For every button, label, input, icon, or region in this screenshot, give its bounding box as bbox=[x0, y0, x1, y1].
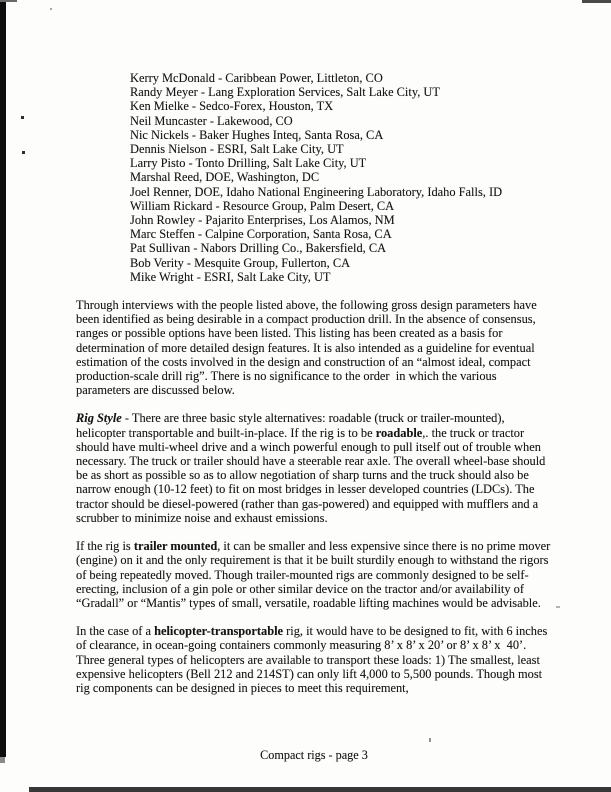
scan-artifact-speck bbox=[556, 606, 560, 608]
attendee-line: Neil Muncaster - Lakewood, CO bbox=[130, 113, 293, 128]
attendee-line: Ken Mielke - Sedco-Forex, Houston, TX bbox=[130, 99, 334, 114]
roadable-bold-term: roadable bbox=[375, 425, 423, 440]
trailer-mounted-paragraph bbox=[76, 539, 552, 610]
scan-artifact-speck bbox=[50, 8, 52, 10]
scan-artifact-bottom-edge-bar bbox=[29, 787, 611, 792]
helicopter-text-1: In the case of a bbox=[76, 624, 155, 639]
rig-style-paragraph bbox=[76, 411, 552, 525]
helicopter-paragraph bbox=[76, 624, 552, 695]
page-footer: Compact rigs - page 3 bbox=[260, 748, 368, 762]
scan-artifact-speck bbox=[21, 116, 24, 119]
attendee-line: Pat Sullivan - Nabors Drilling Co., Bakersfield, CA bbox=[130, 241, 387, 256]
scan-artifact-left-edge-fade bbox=[0, 757, 5, 763]
attendee-line: John Rowley - Pajarito Enterprises, Los Alamos, NM bbox=[130, 213, 395, 228]
attendee-line: Mike Wright - ESRI, Salt Lake City, UT bbox=[130, 269, 331, 284]
scan-artifact-top-left-mark bbox=[0, 0, 17, 2]
attendee-line: Joel Renner, DOE, Idaho National Engineering Laboratory, Idaho Falls, ID bbox=[130, 184, 503, 199]
attendee-line: Larry Pisto - Tonto Drilling, Salt Lake City, UT bbox=[130, 156, 367, 171]
rig-style-heading: Rig Style bbox=[76, 411, 122, 426]
helicopter-transportable-bold-term: helicopter-transportable bbox=[154, 624, 284, 639]
attendee-line: Marc Steffen - Calpine Corporation, Santa Rosa, CA bbox=[130, 227, 392, 242]
trailer-mounted-bold-term: trailer mounted bbox=[133, 539, 218, 554]
document-body bbox=[76, 71, 552, 709]
attendee-line: William Rickard - Resource Group, Palm Desert, CA bbox=[130, 198, 395, 213]
trailer-text-2: , it can be smaller and less expensive since there is no prime mover (engine) on it and the only requirement is that it be built sturdily enough to withstand the rigors of being repeatedly moved. Though trailer-mounted rigs are commonly designed to be self-erecting, inclusion of a gin pole or other similar device on the tractor and/or availability of “Gradall” or “Mantis” types of small, versatile, roadable lifting machines would be advisable. bbox=[76, 539, 554, 610]
attendee-line: Marshal Reed, DOE, Washington, DC bbox=[130, 170, 320, 185]
attendee-line: Bob Verity - Mesquite Group, Fullerton, CA bbox=[130, 255, 351, 270]
rig-style-text-1: - There are three basic style alternatives: roadable (truck or trailer-mounted), helicopter transportable and built-in-place. If the rig is to be bbox=[76, 411, 508, 440]
attendee-line: Kerry McDonald - Caribbean Power, Littleton, CO bbox=[130, 71, 383, 85]
scan-artifact-left-edge-stripe bbox=[0, 0, 6, 757]
attendee-line: Dennis Nielson - ESRI, Salt Lake City, UT bbox=[130, 142, 344, 157]
helicopter-text-2: rig, it would have to be designed to fit, with 6 inches of clearance, in ocean-going containers commonly measuring 8’ x 8’ x 20’ or 8’ x 8’ x 40’. Three general types of helicopters are available to transport these loads: 1) The smallest, least expensive helicopters (Bell 212 and 214ST) can only lift 4,000 to 5,500 pounds. Though most rig components can be designed in pieces to meet this requirement, bbox=[76, 624, 551, 695]
trailer-text-1: If the rig is bbox=[76, 539, 134, 554]
attendee-list bbox=[130, 71, 552, 284]
scan-artifact-top-right-bar bbox=[582, 0, 611, 3]
attendee-line: Nic Nickels - Baker Hughes Inteq, Santa Rosa, CA bbox=[130, 127, 384, 142]
attendee-line: Randy Meyer - Lang Exploration Services, Salt Lake City, UT bbox=[130, 85, 440, 100]
rig-style-text-2: ,. the truck or tractor should have multi-wheel drive and a winch powerful enough to pull itself out of trouble when necessary. The truck or trailer should have a steerable rear axle. The overall wheel-base should be as short as possible so as to allow negotiation of sharp turns and the truck should also be narrow enough (10-12 feet) to fit on most bridges in lesser developed countries (LDCs). The tractor should be diesel-powered (rather than gas-powered) and equipped with mufflers and a scrubber to minimize noise and exhaust emissions. bbox=[76, 425, 549, 525]
scan-artifact-speck bbox=[429, 738, 431, 742]
intro-paragraph: Through interviews with the people listed above, the following gross design parameters have been identified as being desirable in a compact production drill. In the absence of consensus, ranges or possible options have been listed. This listing has been created as a basis for determination of more detailed design features. It is also intended as a guideline for eventual estimation of the costs involved in the design and construction of an “almost ideal, compact production-scale drill rig”. There is no significance to the order in which the various parameters are discussed below. bbox=[76, 298, 540, 398]
scan-artifact-speck bbox=[22, 151, 25, 154]
